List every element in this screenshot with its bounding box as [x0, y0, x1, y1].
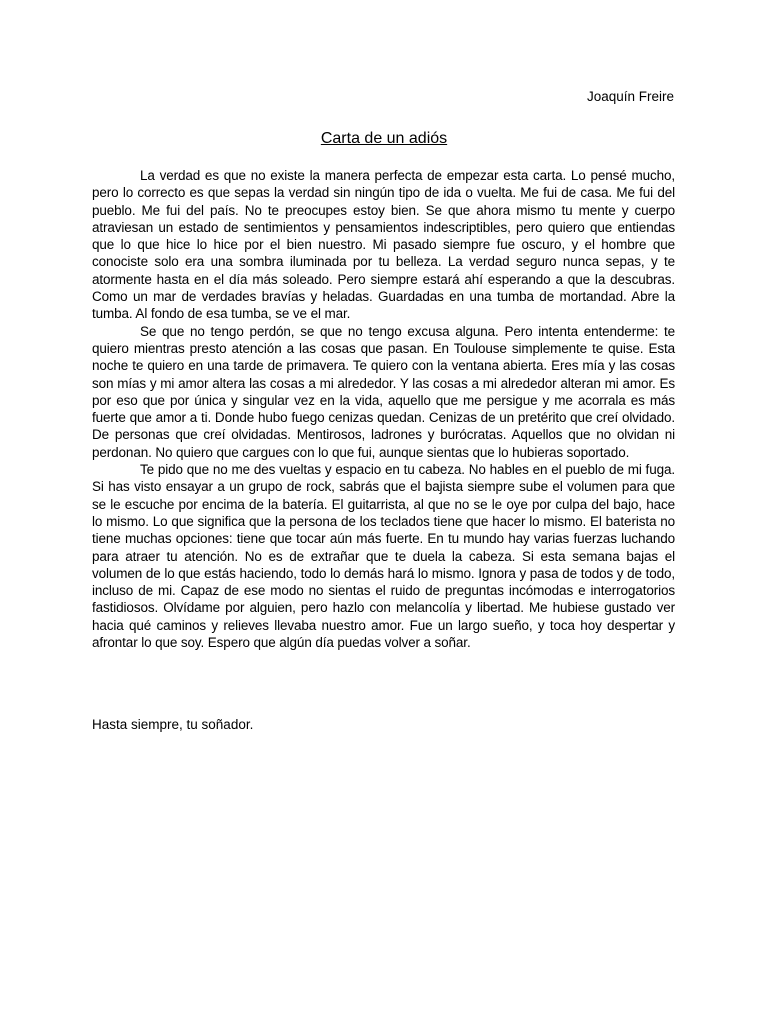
paragraph: Te pido que no me des vueltas y espacio en tu cabeza. No hables en el pueblo de mi fuga. Si has visto ensayar a un grupo de rock, sabrás que el bajista siempre sube el volumen para que se le escuche por encima de la batería. El guitarrista, al que no se le oye por culpa del bajo, hace lo mismo. Lo que significa que la persona de los teclados tiene que hacer lo mismo. El baterista no tiene muchas opciones: tiene que tocar aún más fuerte. En tu mundo hay varias fuerzas luchando para atraer tu atención. No es de extrañar que te duela la cabeza. Si esta semana bajas el volumen de lo que estás haciendo, todo lo demás hará lo mismo. Ignora y pasa de todos y de todo, incluso de mi. Capaz de ese modo no sientas el ruido de preguntas incómodas e interrogatorios fastidiosos. Olvídame por alguien, pero hazlo con melancolía y libertad. Me hubiese gustado ver hacia qué caminos y relieves llevaba nuestro amor. Fue un largo sueño, y toca hoy despertar y afrontar lo que soy. Espero que algún día puedas volver a soñar. — [92, 462, 675, 651]
paragraph: Se que no tengo perdón, se que no tengo excusa alguna. Pero intenta entenderme: te quiero mientras presto atención a las cosas que pasan. En Toulouse simplemente te quise. Esta noche te quiero en una tarde de primavera. Te quiero con la ventana abierta. Eres mía y las cosas son mías y mi amor altera las cosas a mi alrededor. Y las cosas a mi alrededor alteran mi amor. Es por eso que por única y singular vez en la vida, aquello que me persigue y me acorrala es más fuerte que amor a ti. Donde hubo fuego cenizas quedan. Cenizas de un pretérito que creí olvidado. De personas que creí olvidadas. Mentirosos, ladrones y burócratas. Aquellos que no olvidan ni perdonan. No quiero que cargues con lo que fui, aunque sientas que lo hubieras soportado. — [92, 323, 675, 460]
author-name: Joaquín Freire — [586, 89, 674, 104]
letter-body — [92, 167, 675, 651]
document-title: Carta de un adiós — [320, 130, 448, 147]
letter-closing: Hasta siempre, tu soñador. — [92, 717, 254, 732]
paragraph: La verdad es que no existe la manera perfecta de empezar esta carta. Lo pensé mucho, pero lo correcto es que sepas la verdad sin ningún tipo de ida o vuelta. Me fui de casa. Me fui del pueblo. Me fui del país. No te preocupes estoy bien. Se que ahora mismo tu mente y cuerpo atraviesan un estado de sentimientos y pensamientos indescriptibles, pero quiero que entiendas que lo que hice lo hice por el bien nuestro. Mi pasado siempre fue oscuro, y el hombre que conociste solo era una sombra iluminada por tu belleza. La verdad seguro nunca sepas, y te atormente hasta en el día más soleado. Pero siempre estará ahí esperando a que la descubras. Como un mar de verdades bravías y heladas. Guardadas en una tumba de mortandad. Abre la tumba. Al fondo de esa tumba, se ve el mar. — [92, 168, 675, 322]
